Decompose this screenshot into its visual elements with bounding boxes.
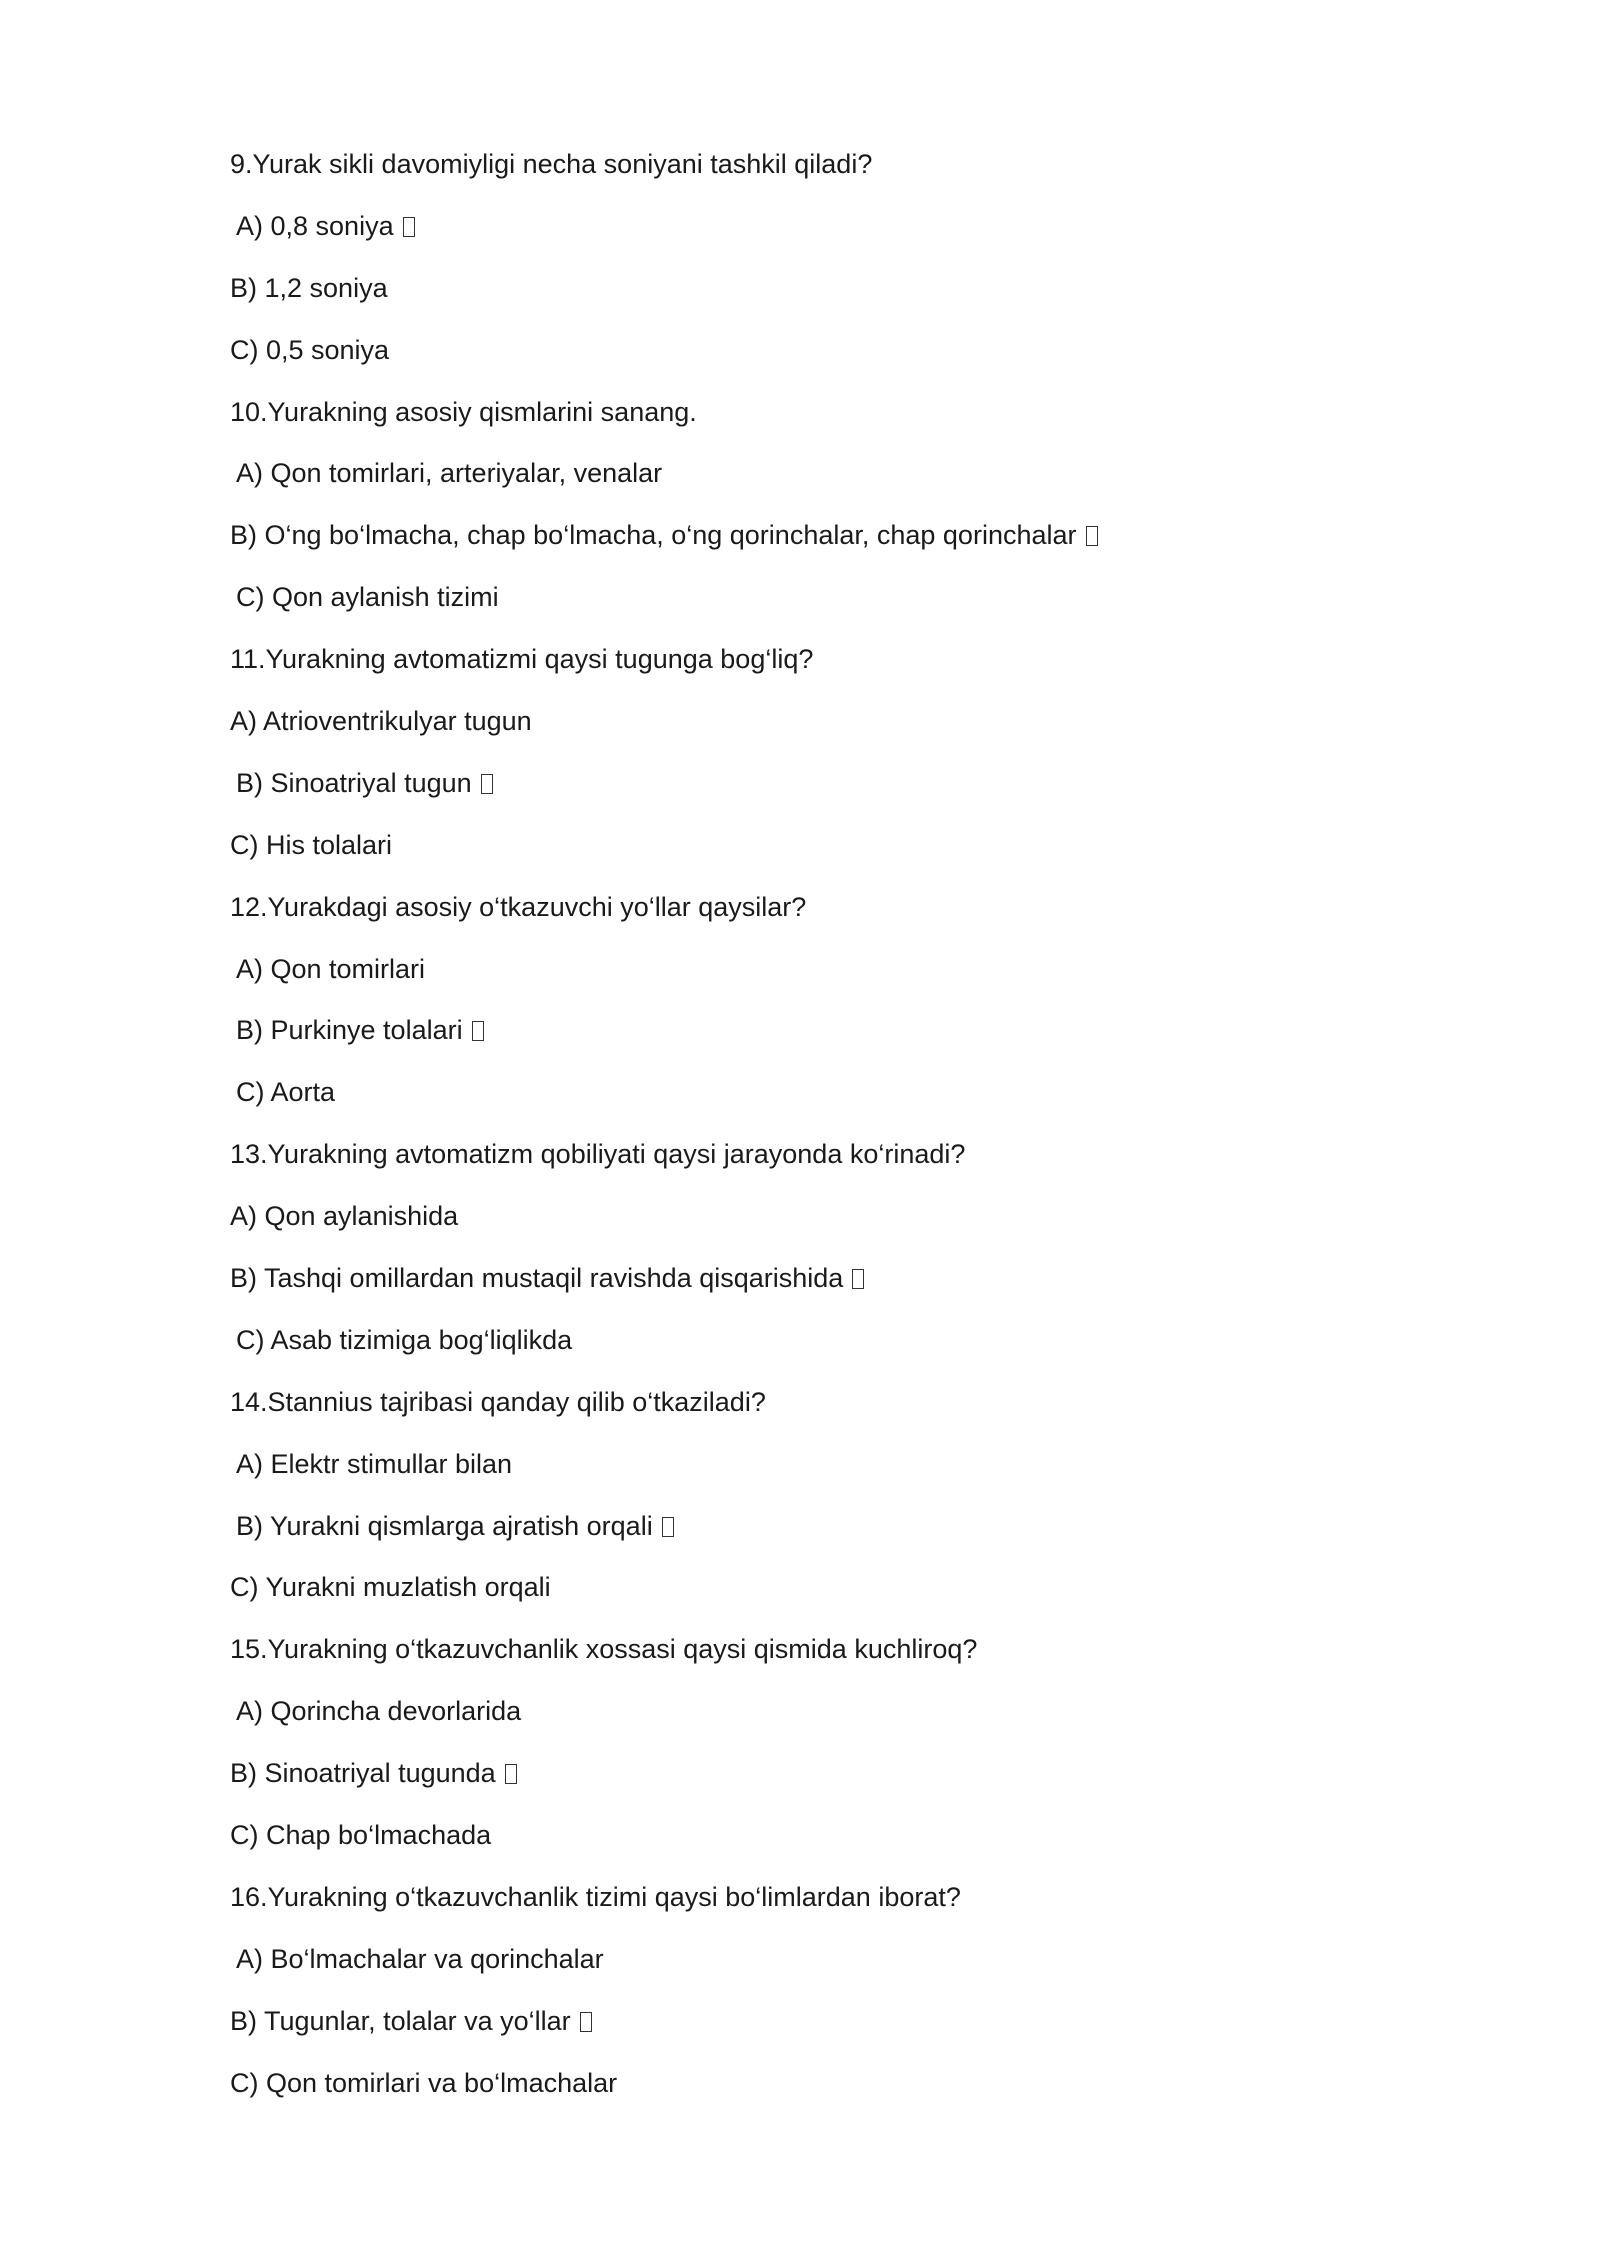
question-line [230, 1386, 1410, 1448]
option-text: A) 0,8 soniya [236, 210, 394, 241]
answer-option-line [230, 1076, 1410, 1138]
option-text: A) Qon aylanishida [230, 1201, 459, 1232]
question-line [230, 148, 1410, 210]
question-line [230, 396, 1410, 458]
option-text: A) Qon tomirlari [236, 953, 426, 984]
question-line [230, 643, 1410, 705]
box-glyph-icon [505, 1764, 517, 1784]
option-text: C) 0,5 soniya [230, 334, 390, 365]
answer-option-line [230, 705, 1410, 767]
answer-option-line [230, 1014, 1410, 1076]
option-text: A) Elektr stimullar bilan [236, 1448, 513, 1479]
answer-option-line [230, 2067, 1410, 2129]
box-glyph-icon [852, 1269, 864, 1289]
box-glyph-icon [1086, 526, 1098, 546]
answer-option-line [230, 457, 1410, 519]
option-text: A) Qon tomirlari, arteriyalar, venalar [236, 458, 663, 489]
box-glyph-icon [472, 1021, 484, 1041]
option-text: C) Chap bo‘lmachada [230, 1820, 492, 1851]
question-text: 10.Yurakning asosiy qismlarini sanang. [230, 396, 697, 427]
option-text: B) Sinoatriyal tugun [236, 767, 472, 798]
option-text: B) Yurakni qismlarga ajratish orqali [236, 1510, 653, 1541]
answer-option-line [230, 1510, 1410, 1572]
option-text: B) Tugunlar, tolalar va yo‘llar [230, 2005, 571, 2036]
question-text: 12.Yurakdagi asosiy o‘tkazuvchi yo‘llar qaysilar? [230, 891, 807, 922]
box-glyph-icon [662, 1517, 674, 1537]
option-text: C) Yurakni muzlatish orqali [230, 1572, 551, 1603]
question-text: 14.Stannius tajribasi qanday qilib o‘tkaziladi? [230, 1386, 766, 1417]
question-text: 11.Yurakning avtomatizmi qaysi tugunga bog‘liq? [230, 644, 814, 675]
answer-option-line [230, 334, 1410, 396]
question-line [230, 891, 1410, 953]
option-text: C) His tolalari [230, 829, 393, 860]
answer-option-line [230, 272, 1410, 334]
box-glyph-icon [580, 2012, 592, 2032]
option-text: C) Aorta [236, 1077, 336, 1108]
option-text: C) Asab tizimiga bog‘liqlikda [236, 1324, 573, 1355]
option-text: A) Atrioventrikulyar tugun [230, 706, 532, 737]
question-line [230, 1633, 1410, 1695]
answer-option-line [230, 1448, 1410, 1510]
option-text: B) Tashqi omillardan mustaqil ravishda qisqarishida [230, 1263, 844, 1294]
answer-option-line [230, 1695, 1410, 1757]
answer-option-line [230, 519, 1410, 581]
answer-option-line [230, 953, 1410, 1015]
answer-option-line [230, 1262, 1410, 1324]
option-text: B) O‘ng bo‘lmacha, chap bo‘lmacha, o‘ng qorinchalar, chap qorinchalar [230, 520, 1077, 551]
answer-option-line [230, 581, 1410, 643]
option-text: B) Sinoatriyal tugunda [230, 1758, 496, 1789]
question-line [230, 1138, 1410, 1200]
answer-option-line [230, 1757, 1410, 1819]
question-text: 9.Yurak sikli davomiyligi necha soniyani tashkil qiladi? [230, 149, 873, 179]
answer-option-line [230, 210, 1410, 272]
option-text: B) 1,2 soniya [230, 272, 388, 303]
option-text: A) Qorincha devorlarida [236, 1696, 522, 1727]
answer-option-line [230, 2005, 1410, 2067]
answer-option-line [230, 1571, 1410, 1633]
question-text: 16.Yurakning o‘tkazuvchanlik tizimi qaysi bo‘limlardan iborat? [230, 1881, 961, 1912]
answer-option-line [230, 767, 1410, 829]
box-glyph-icon [481, 774, 493, 794]
answer-option-line [230, 1324, 1410, 1386]
document-body [230, 148, 1410, 2129]
option-text: A) Bo‘lmachalar va qorinchalar [236, 1943, 604, 1974]
question-line [230, 1881, 1410, 1943]
option-text: C) Qon tomirlari va bo‘lmachalar [230, 2067, 618, 2098]
answer-option-line [230, 829, 1410, 891]
box-glyph-icon [403, 217, 415, 237]
answer-option-line [230, 1200, 1410, 1262]
option-text: C) Qon aylanish tizimi [236, 582, 499, 613]
question-text: 15.Yurakning o‘tkazuvchanlik xossasi qaysi qismida kuchliroq? [230, 1634, 978, 1665]
answer-option-line [230, 1819, 1410, 1881]
answer-option-line [230, 1943, 1410, 2005]
question-text: 13.Yurakning avtomatizm qobiliyati qaysi jarayonda ko‘rinadi? [230, 1139, 966, 1170]
option-text: B) Purkinye tolalari [236, 1015, 463, 1046]
